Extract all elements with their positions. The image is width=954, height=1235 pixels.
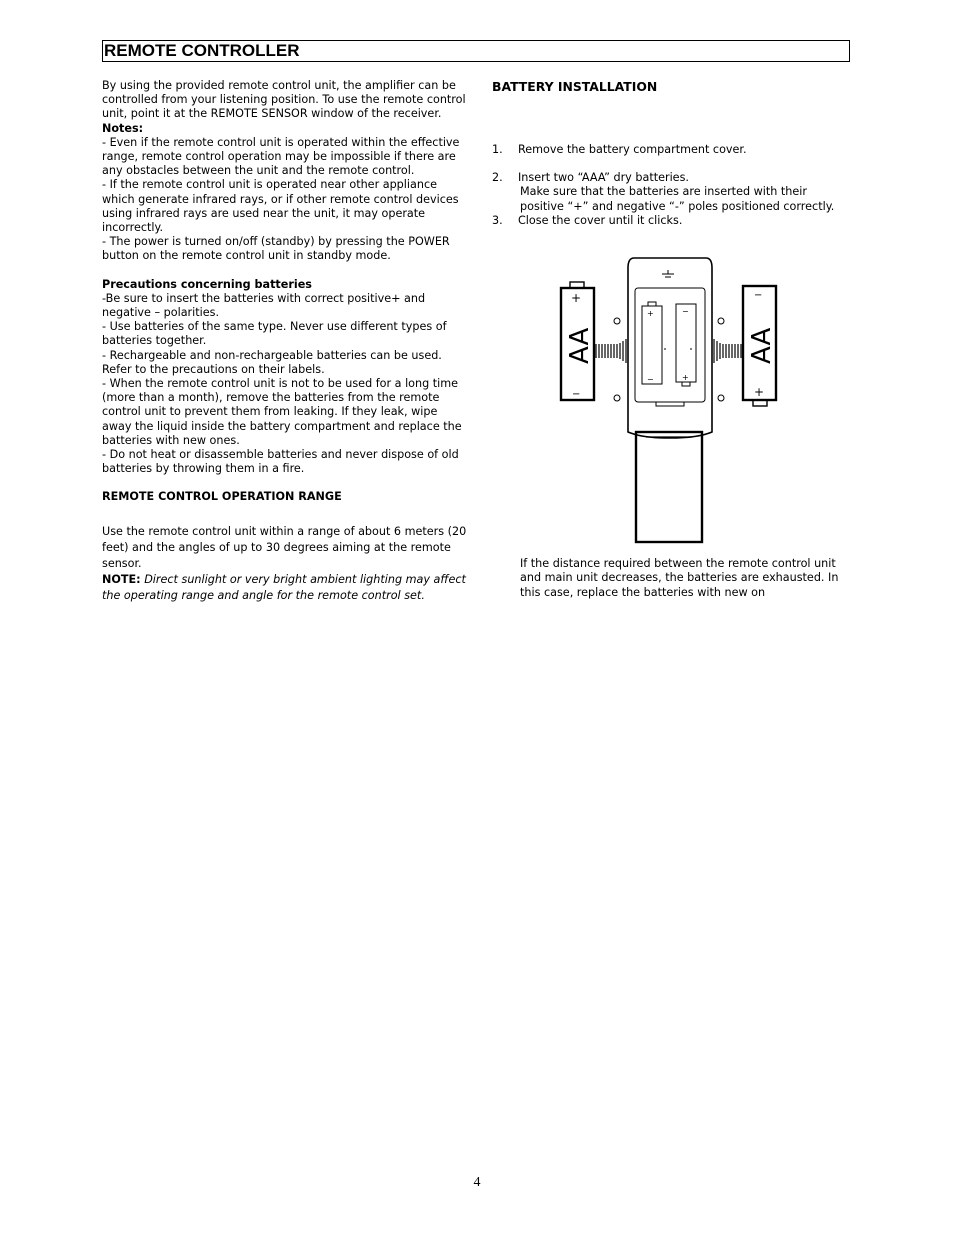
note-item: - The power is turned on/off (standby) by pressing the POWER button on the remote control unit in standby mode. (102, 235, 450, 263)
notes-heading: Notes: (102, 121, 144, 135)
precautions-heading: Precautions concerning batteries (102, 277, 312, 291)
range-paragraph: Use the remote control unit within a range of about 6 meters (20 feet) and the angles of up to 30 degrees aiming at the remote sensor. (102, 524, 467, 570)
inner-minus-sign: − (647, 375, 654, 384)
step-item (492, 214, 854, 228)
step-text: Close the cover until it clicks. (518, 213, 683, 227)
inner-plus-sign: + (682, 373, 689, 382)
note-text: Direct sunlight or very bright ambient lighting may affect the operating range and angle for the remote control set. (102, 572, 466, 602)
step-text: Remove the battery compartment cover. (518, 143, 747, 156)
step-subtext: Make sure that the batteries are inserted with their positive “+” and negative “-” poles positioned correctly. (520, 185, 835, 213)
left-plus-sign: + (571, 291, 582, 305)
precaution-item: -Be sure to insert the batteries with correct positive+ and negative – polarities. (102, 291, 426, 320)
step-number: 2. (492, 171, 503, 185)
remote-body (628, 258, 712, 438)
step-number: 3. (492, 213, 503, 227)
note-item: - If the remote control unit is operated near other appliance which generate infrared rays, or if other remote control devices using infrared rays are used near the unit, it may operate incorrectly. (102, 178, 459, 235)
right-battery-label: AA (747, 327, 777, 364)
inner-plus-sign: + (647, 309, 654, 318)
intro-paragraph: By using the provided remote control unit, the amplifier can be controlled from your listening position. To use the remote control unit, point it at the REMOTE SENSOR window of the receiver. (102, 79, 466, 121)
left-minus-sign: − (572, 389, 581, 400)
spring-contacts (614, 318, 724, 401)
battery-cover (636, 432, 702, 542)
page-number: 4 (473, 1175, 481, 1190)
battery-installation-figure (556, 254, 778, 544)
remote-battery-diagram (556, 254, 778, 544)
left-battery-label: AA (565, 327, 595, 364)
step-number: 1. (492, 143, 503, 156)
step-text: Insert two “AAA” dry batteries. (518, 171, 689, 185)
inner-minus-sign: − (682, 307, 689, 316)
left-column (102, 79, 468, 604)
precaution-item: - Use batteries of the same type. Never use different types of batteries together. (102, 320, 447, 348)
right-column (492, 79, 854, 228)
right-plus-sign: + (754, 385, 765, 399)
step-item (492, 171, 854, 185)
battery-footnote: If the distance required between the remote control unit and main unit decreases, the batteries are exhausted. In this case, replace the batteries with new on (520, 557, 839, 599)
battery-installation-heading: BATTERY INSTALLATION (492, 79, 658, 94)
range-heading: REMOTE CONTROL OPERATION RANGE (102, 490, 342, 504)
precaution-item: - When the remote control unit is not to be used for a long time (more than a month), remove the batteries from the remote control unit to prevent them from leaking. If they leak, wipe away the liquid inside the battery compartment and replace the batteries with new ones. (102, 377, 462, 447)
step-item (492, 143, 854, 157)
right-minus-sign: − (754, 290, 763, 301)
precaution-item: - Do not heat or disassemble batteries and never dispose of old batteries by throwing them in a fire. (102, 448, 459, 476)
range-note (102, 572, 468, 604)
note-item: - Even if the remote control unit is operated within the effective range, remote control operation may be impossible if there are any obstacles between the unit and the remote control. (102, 135, 460, 178)
page-title: REMOTE CONTROLLER (102, 40, 850, 62)
note-label: NOTE: (102, 572, 141, 586)
range-section (102, 524, 468, 604)
insert-arrow-left (596, 339, 626, 363)
insert-arrow-right (714, 339, 741, 363)
precaution-item: - Rechargeable and non-rechargeable batteries can be used. Refer to the precautions on their labels. (102, 348, 442, 376)
installation-steps (492, 143, 854, 228)
